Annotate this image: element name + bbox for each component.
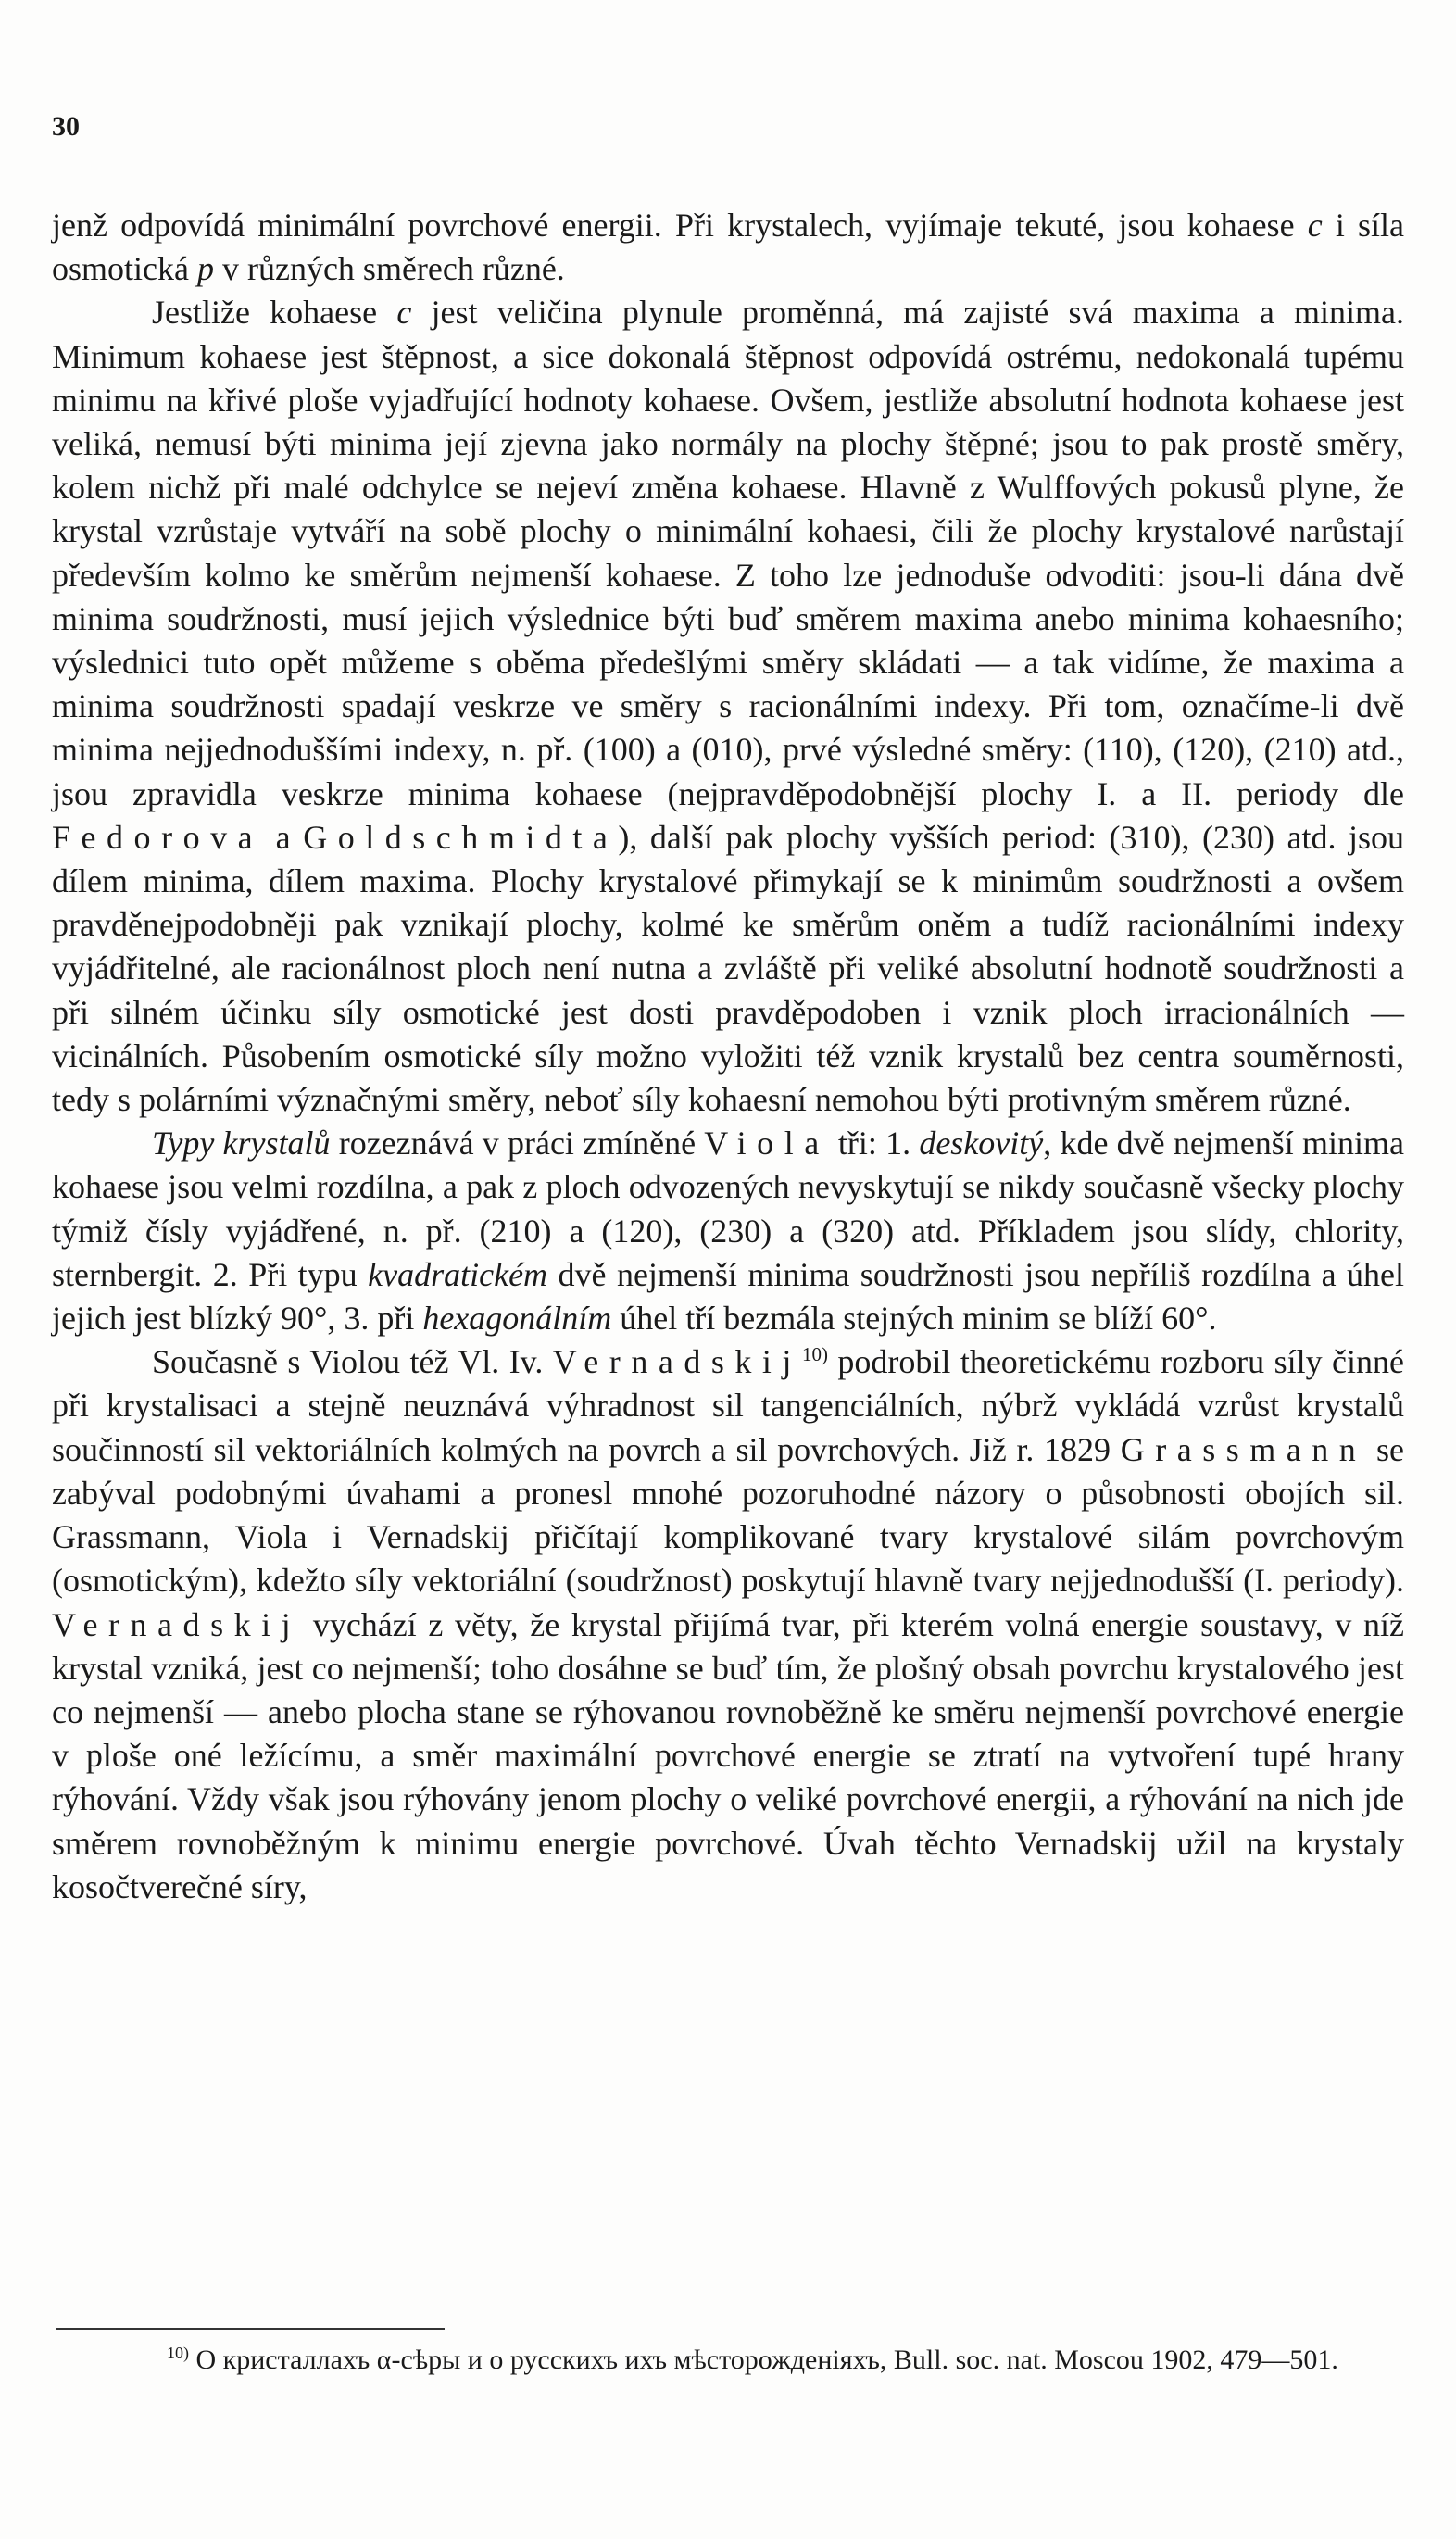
emphasized-term: hexagonálním [422, 1300, 612, 1338]
text-run: se zabýval podobnými úvahami a pronesl mnohé pozoruhodné názory o působnosti obojích sil. Grassmann, Viola i Vernadskij přičítají komplikované tvary krystalové silám povrchovým (osmotickým), kdežto síly vektoriální (soudržnost) poskytují hlavně tvary nejjednodušší (I. periody). [52, 1430, 1404, 1600]
spaced-name: Viola [704, 1125, 830, 1163]
text-run: jenž odpovídá minimální povrchové energii. Při krystalech, vyjímaje tekuté, jsou kohaese [52, 207, 1308, 244]
footnote-reference: 10) [801, 1343, 828, 1366]
footnote-divider [56, 2328, 445, 2330]
paragraph-p1 [52, 204, 1404, 291]
emphasized-term: Typy krystalů [152, 1125, 331, 1163]
paragraph-p3 [52, 1122, 1404, 1340]
text-run: Jestliže kohaese [152, 294, 397, 332]
text-run: Současně s Violou též Vl. Iv. [152, 1343, 553, 1381]
text-run: rozeznává v práci zmíněné [330, 1125, 705, 1163]
footnote-marker: 10) [167, 2344, 189, 2362]
text-run: podrobil theoretickému rozboru síly činné při krystalisaci a stejně neuznává výhradnost sil tangenciálních, nýbrž vykládá vzrůst krystalů součinností sil vektoriálních kolmých na povrch a sil povrchových. Již r. 1829 [52, 1343, 1404, 1468]
spaced-name: Vernadskij [52, 1605, 302, 1643]
text-run: a [263, 818, 304, 856]
text-run: úhel tří bezmála stejných minim se blíží 60°. [611, 1300, 1217, 1338]
text-run: v různých směrech různé. [213, 250, 565, 288]
body-text [52, 204, 1404, 1909]
text-run: tři: 1. [829, 1125, 920, 1163]
text-run: ), další pak plochy vyšších period: (310), (230) atd. jsou dílem minima, dílem maxima. Plochy krystalové přimykají se k minimům soudržnosti a ovšem pravděnejpodobněji pak vznikají plochy, kolmé ke směrům oněm a tudíž racionálními indexy vyjádřitelné, ale racionálnost ploch není nutna a zvláště při veliké absolutní hodnotě soudržnosti a při silném účinku síly osmotické jest dosti pravděpodoben i vznik ploch irracionálních — vicinálních. Působením osmotické síly možno vyložiti též vznik krystalů bez centra souměrnosti, tedy s polárními význačnými směry, neboť síly kohaesní nemohou býti protivným směrem různé. [52, 818, 1405, 1119]
spaced-name: Grassmann [1120, 1430, 1367, 1468]
spaced-name: Vernadskij [552, 1343, 802, 1381]
footnote [52, 2341, 1404, 2380]
page-number: 30 [52, 111, 80, 142]
spaced-name: Fedorova [52, 818, 264, 856]
text-run: i síla osmotická [52, 207, 1404, 288]
text-run: vychází z věty, že krystal přijímá tvar, při kterém volná energie soustavy, v níž krystal vzniká, jest co nejmenší; toho dosáhne se buď tím, že plošný obsah povrchu krystalového jest co nejmenší — anebo plocha stane se rýhovanou rovnoběžně ke směru nejmenší povrchové energie v ploše oné ležícímu, a směr maximální povrchové energie se ztratí na vytvoření tupé hrany rýhování. Vždy však jsou rýhovány jenom plochy o veliké povrchové energii, a rýhování na nich jde směrem rovnoběžným k minimu energie povrchové. Úvah těchto Vernadskij užil na krystaly kosočtverečné síry, [52, 1605, 1404, 1905]
emphasized-term: kvadratickém [368, 1255, 548, 1293]
text-run: jest veličina plynule proměnná, má zajisté svá maxima a minima. Minimum kohaese jest štěpnost, a sice dokonalá štěpnost odpovídá ostrému, nedokonalá tupému minimu na křivé ploše vyjadřující hodnoty kohaese. Ovšem, jestliže absolutní hodnota kohaese jest veliká, nemusí býti minima její zjevna jako normály na plochy štěpné; jsou to pak prostě směry, kolem nichž při malé odchylce se nejeví změna kohaese. Hlavně z Wulffových pokusů plyne, že krystal vzrůstaje vytváří na sobě plochy o minimální kohaesi, čili že plochy krystalové narůstají především kolmo ke směrům nejmenší kohaese. Z toho lze jednoduše odvoditi: jsou-li dána dvě minima soudržnosti, musí jejich výslednice býti buď směrem maxima anebo minima kohaesního; výslednici tuto opět můžeme s oběma předešlými směry skládati — a tak vidíme, že maxima a minima soudržnosti spadají veskrze ve směry s racionálními indexy. Při tom, označíme-li dvě minima nejjednoduššími indexy, n. př. (100) a (010), prvé výsledné směry: (110), (120), (210) atd., jsou zpravidla veskrze minima kohaese (nejpravděpodobnější plochy I. a II. periody dle [52, 294, 1404, 812]
spaced-name: Goldschmidta [303, 818, 619, 856]
emphasized-term: deskovitý [919, 1125, 1044, 1163]
footnotes [52, 2341, 1404, 2380]
emphasized-term: p [196, 250, 214, 288]
emphasized-term: c [396, 294, 412, 332]
paragraph-p4 [52, 1340, 1404, 1909]
footnote-text: О кристаллахъ α-сѣры и о русскихъ ихъ мѣсторожденіяхъ, Bull. soc. nat. Moscou 1902, 479—501. [195, 2344, 1338, 2375]
emphasized-term: c [1307, 207, 1323, 244]
text-run: dvě nejmenší minima soudržnosti jsou nepříliš rozdílna a úhel jejich jest blízký 90°, 3. při [52, 1255, 1404, 1338]
paragraph-p2 [52, 291, 1404, 1122]
text-run: , kde dvě nejmenší minima kohaese jsou velmi rozdílna, a pak z ploch odvozených nevyskytují se nikdy současně všecky plochy týmiž čísly vyjádřené, n. př. (210) a (120), (230) a (320) atd. Příkladem jsou slídy, chlority, sternbergit. 2. Při typu [52, 1125, 1404, 1293]
